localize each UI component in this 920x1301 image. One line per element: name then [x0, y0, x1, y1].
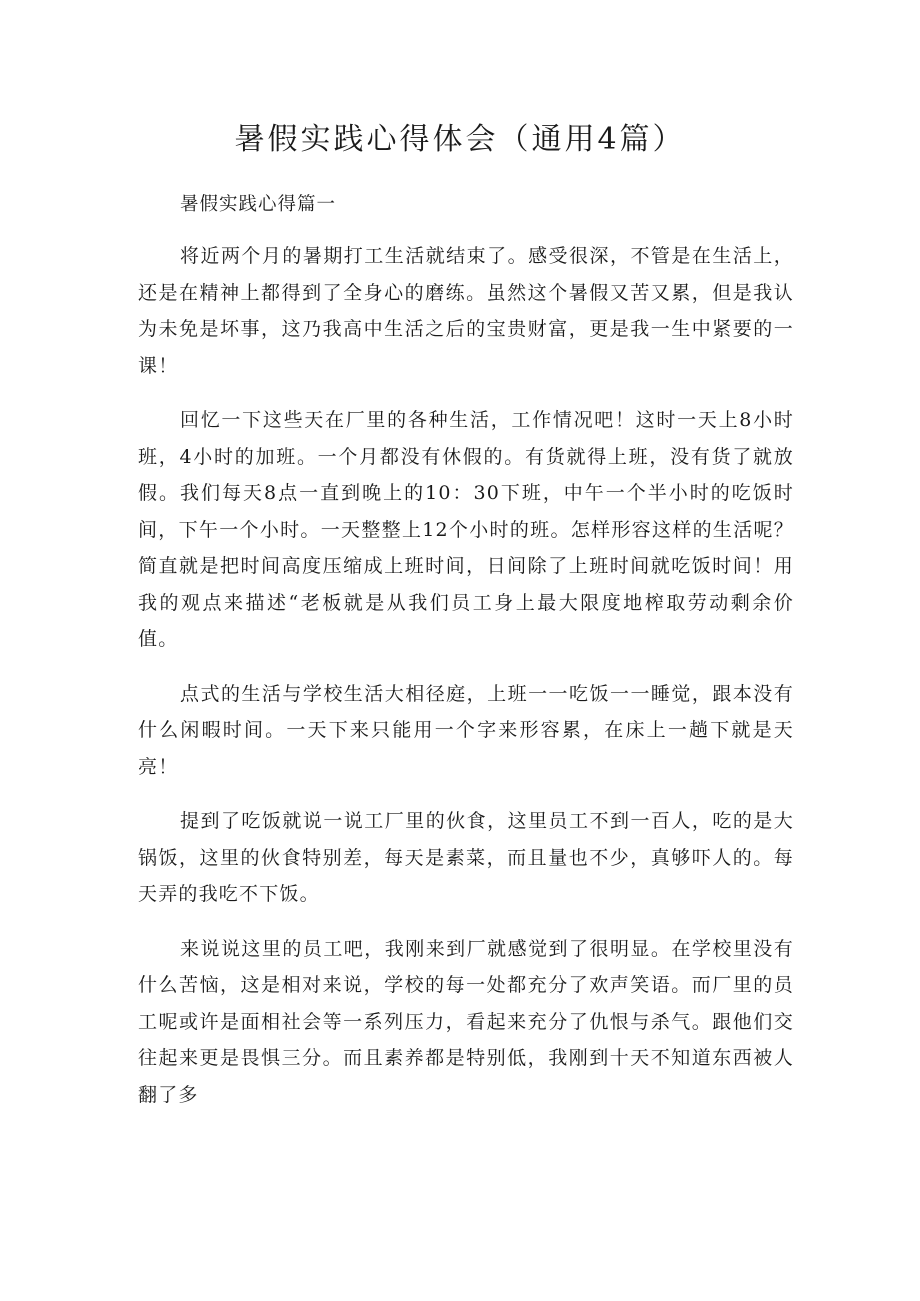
document-title: 暑假实践心得体会（通用4篇）	[234, 122, 686, 157]
paragraph-3: 点式的生活与学校生活大相径庭，上班一一吃饭一一睡觉，跟本没有什么闲暇时间。一天下来只能用一个字来形容累，在床上一趟下就是天亮！	[138, 682, 794, 778]
paragraph-5: 来说说这里的员工吧，我刚来到厂就感觉到了很明显。在学校里没有什么苦恼，这是相对来说，学校的每一处都充分了欢声笑语。而厂里的员工呢或许是面相社会等一系列压力，看起来充分了仇恨与杀气。跟他们交往起来更是畏惧三分。而且素养都是特别低，我刚到十天不知道东西被人翻了多	[138, 937, 794, 1106]
document-body	[138, 190, 794, 1131]
paragraph-1: 将近两个月的暑期打工生活就结束了。感受很深，不管是在生活上，还是在精神上都得到了全身心的磨练。虽然这个暑假又苦又累，但是我认为未免是坏事，这乃我高中生活之后的宝贵财富，更是我一生中紧要的一课！	[138, 245, 794, 377]
section-heading: 暑假实践心得篇一	[180, 194, 337, 215]
paragraph-2: 回忆一下这些天在厂里的各种生活，工作情况吧！这时一天上8小时班，4小时的加班。一个月都没有休假的。有货就得上班，没有货了就放假。我们每天8点一直到晚上的10：30下班，中午一个半小时的吃饭时间，下午一个小时。一天整整上12个小时的班。怎样形容这样的生活呢？简直就是把时间高度压缩成上班时间，日间除了上班时间就吃饭时间！用我的观点来描述“老板就是从我们员工身上最大限度地榨取劳动剩余价值。	[138, 409, 794, 650]
paragraph-4: 提到了吃饭就说一说工厂里的伙食，这里员工不到一百人，吃的是大锅饭，这里的伙食特别差，每天是素菜，而且量也不少，真够吓人的。每天弄的我吃不下饭。	[138, 810, 794, 905]
